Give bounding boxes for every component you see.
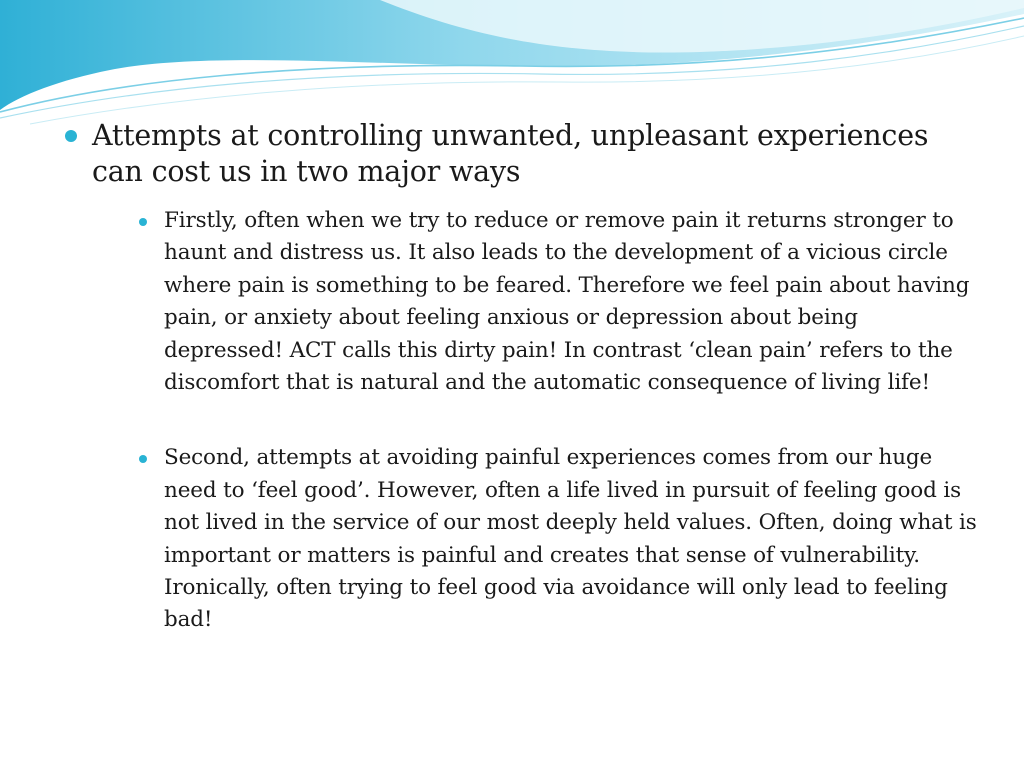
main-bullet-text: Attempts at controlling unwanted, unpleasant experiences can cost us in two major ways	[92, 119, 929, 189]
header-wave-decoration	[0, 0, 1024, 130]
sub-bullet-text: Firstly, often when we try to reduce or remove pain it returns stronger to haunt and distress us. It also leads to the development of a vicious circle where pain is something to be feared. Therefore we feel pain about having pain, or anxiety about feeling anxious or depression about being depressed! ACT calls this dirty pain! In contrast ‘clean pain’ refers to the discomfort that is natural and the automatic consequence of living life!	[164, 207, 970, 395]
main-bullet-point	[60, 118, 980, 191]
bullet-dot-icon	[139, 218, 147, 226]
bullet-dot-icon	[139, 455, 147, 463]
slide-body	[60, 118, 980, 637]
sub-bullet-point	[134, 442, 980, 636]
sub-bullet-text: Second, attempts at avoiding painful experiences comes from our huge need to ‘feel good’. However, often a life lived in pursuit of feeling good is not lived in the service of our most deeply held values. Often, doing what is important or matters is painful and creates that sense of vulnerability. Ironically, often trying to feel good via avoidance will only lead to feeling bad!	[164, 445, 977, 633]
sub-bullet-list	[134, 205, 980, 637]
bullet-dot-icon	[65, 130, 77, 142]
sub-bullet-point	[134, 205, 980, 399]
